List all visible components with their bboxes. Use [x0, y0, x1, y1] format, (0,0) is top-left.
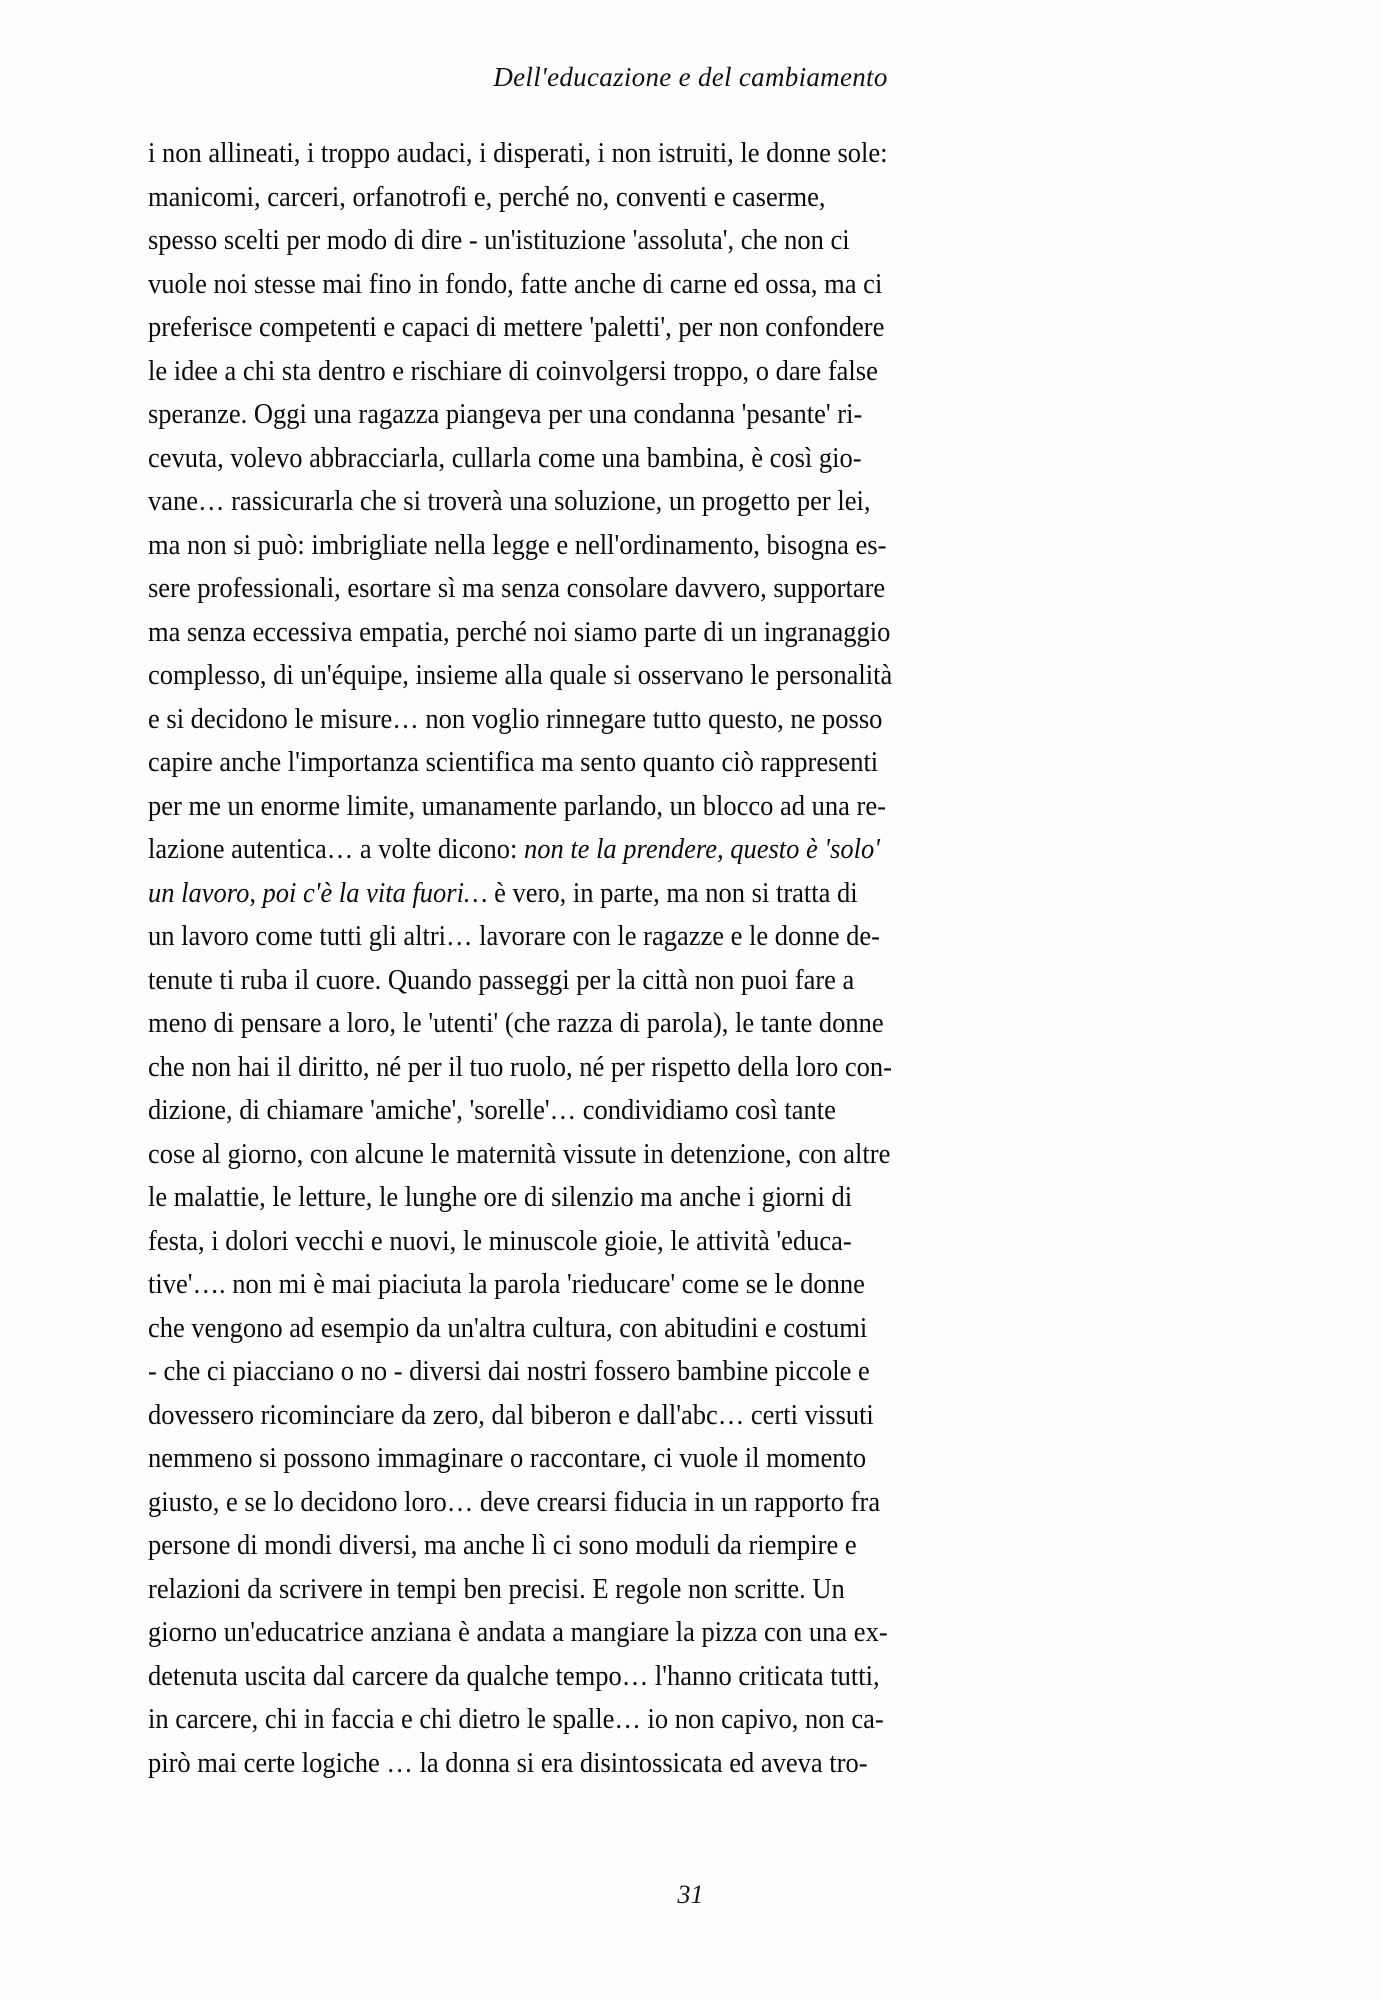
text-line: tive'…. non mi è mai piaciuta la parola 'rieducare' come se le donne [148, 1269, 865, 1300]
text-line: meno di pensare a loro, le 'utenti' (che razza di parola), le tante donne [148, 1008, 884, 1039]
text-line: che vengono ad esempio da un'altra cultura, con abitudini e costumi [148, 1312, 868, 1344]
text-line: nemmeno si possono immaginare o raccontare, ci vuole il momento [148, 1443, 867, 1474]
text-line: tenute ti ruba il cuore. Quando passeggi per la città non puoi fare a [148, 964, 855, 996]
text-run-italic: un lavoro, poi c'è la vita fuori… [148, 877, 488, 909]
text-line: vuole noi stesse mai fino in fondo, fatte anche di carne ed ossa, ma ci [148, 268, 883, 300]
text-line: giorno un'educatrice anziana è andata a mangiare la pizza con una ex- [148, 1617, 888, 1648]
text-line: sere professionali, esortare sì ma senza consolare davvero, supportare [148, 573, 886, 604]
text-line: spesso scelti per modo di dire - un'istituzione 'assoluta', che non ci [148, 225, 850, 256]
text-line: dizione, di chiamare 'amiche', 'sorelle'… condividiamo così tante [148, 1095, 836, 1126]
text-line: cose al giorno, con alcune le maternità vissute in detenzione, con altre [148, 1138, 891, 1170]
text-line: preferisce competenti e capaci di mettere 'paletti', per non confondere [148, 312, 885, 343]
text-line: dovessero ricominciare da zero, dal biberon e dall'abc… certi vissuti [148, 1399, 874, 1431]
text-line: relazioni da scrivere in tempi ben precisi. E regole non scritte. Un [148, 1573, 845, 1605]
text-line: detenuta uscita dal carcere da qualche tempo… l'hanno criticata tutti, [148, 1660, 880, 1692]
text-line: e si decidono le misure… non voglio rinnegare tutto questo, ne posso [148, 703, 883, 735]
text-line: festa, i dolori vecchi e nuovi, le minuscole gioie, le attività 'educa- [148, 1225, 852, 1257]
text-line: cevuta, volevo abbracciarla, cullarla come una bambina, è così gio- [148, 442, 862, 474]
text-line: ma senza eccessiva empatia, perché noi siamo parte di un ingranaggio [148, 616, 891, 648]
text-run-roman: lazione autentica… a volte dicono: [148, 834, 524, 865]
text-line: giusto, e se lo decidono loro… deve crearsi fiducia in un rapporto fra [148, 1486, 881, 1518]
text-line: complesso, di un'équipe, insieme alla quale si osservano le personalità [148, 660, 893, 691]
text-run-roman: è vero, in parte, ma non si tratta di [487, 877, 858, 909]
text-line: un lavoro come tutti gli altri… lavorare con le ragazze e le donne de- [148, 921, 881, 952]
page-number: 31 [677, 1880, 704, 1909]
text-line-with-italic-quote-end [148, 872, 939, 916]
text-line: persone di mondi diversi, ma anche lì ci sono moduli da riempire e [148, 1530, 857, 1561]
text-line: capire anche l'importanza scientifica ma sento quanto ciò rappresenti [148, 747, 879, 778]
running-head: Dell'educazione e del cambiamento [493, 62, 888, 92]
text-line-with-italic-quote-start [148, 828, 939, 872]
text-line: le idee a chi sta dentro e rischiare di coinvolgersi troppo, o dare false [148, 355, 878, 387]
text-line: vane… rassicurarla che si troverà una soluzione, un progetto per lei, [148, 486, 871, 517]
text-line: in carcere, chi in faccia e chi dietro le spalle… io non capivo, non ca- [148, 1704, 884, 1735]
body-text-block [148, 132, 990, 1785]
text-line: - che ci piacciano o no - diversi dai nostri fossero bambine piccole e [148, 1356, 870, 1387]
text-line: per me un enorme limite, umanamente parlando, un blocco ad una re- [148, 790, 886, 822]
text-line: ma non si può: imbrigliate nella legge e nell'ordinamento, bisogna es- [148, 529, 887, 561]
text-line: pirò mai certe logiche … la donna si era disintossicata ed aveva tro- [148, 1747, 868, 1779]
text-run-italic: non te la prendere, questo è 'solo' [523, 834, 880, 865]
text-line: che non hai il diritto, né per il tuo ruolo, né per rispetto della loro con- [148, 1051, 892, 1083]
text-line: i non allineati, i troppo audaci, i disperati, i non istruiti, le donne sole: [148, 138, 888, 169]
text-line: manicomi, carceri, orfanotrofi e, perché no, conventi e caserme, [148, 181, 826, 213]
text-line: le malattie, le letture, le lunghe ore di silenzio ma anche i giorni di [148, 1182, 853, 1213]
text-line: speranze. Oggi una ragazza piangeva per una condanna 'pesante' ri- [148, 399, 863, 430]
